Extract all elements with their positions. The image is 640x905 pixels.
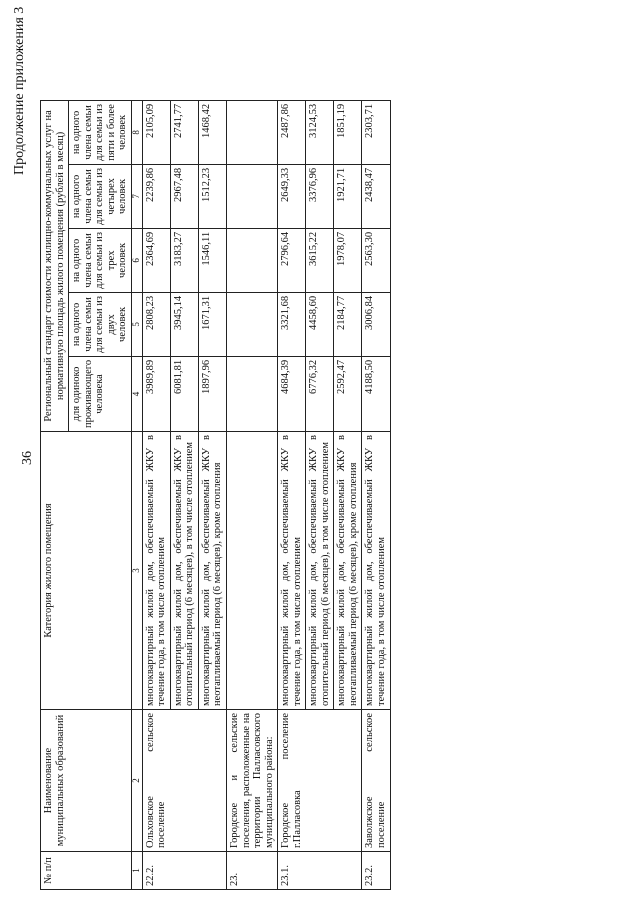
- standard-value: 2796,64: [278, 228, 306, 292]
- empty-cell: [227, 432, 278, 710]
- standard-value: 4684,39: [278, 356, 306, 431]
- col-number: 7: [131, 164, 142, 228]
- standard-value: 1671,31: [198, 292, 226, 356]
- standard-value: 2184,77: [334, 292, 362, 356]
- housing-category: многоквартирный жилой дом, обеспечиваемый ЖКУ в течение года, в том числе отоплением: [142, 432, 170, 710]
- header-sub: на одного члена семьи для семьи из четырех человек: [69, 164, 132, 228]
- standard-value: 2487,86: [278, 100, 306, 164]
- standard-value: 1897,96: [198, 356, 226, 431]
- row-number: 23.2.: [362, 852, 390, 890]
- table-row: [227, 100, 278, 889]
- standard-value: 1921,71: [334, 164, 362, 228]
- row-number: 23.1.: [278, 852, 362, 890]
- header-sub: на одного члена семьи для семьи из двух человек: [69, 292, 132, 356]
- standard-value: 6776,32: [306, 356, 334, 431]
- col-number: 1: [131, 852, 142, 890]
- standard-value: 2967,48: [170, 164, 198, 228]
- standard-value: 1978,07: [334, 228, 362, 292]
- col-number: 5: [131, 292, 142, 356]
- table-body: [142, 100, 390, 889]
- standard-value: 6081,81: [170, 356, 198, 431]
- standard-value: 2239,86: [142, 164, 170, 228]
- standard-value: 3989,89: [142, 356, 170, 431]
- header-num: № п/п: [41, 852, 132, 890]
- standard-value: 1512,23: [198, 164, 226, 228]
- standard-value: 3615,22: [306, 228, 334, 292]
- standard-value: 4188,50: [362, 356, 390, 431]
- standard-value: 4458,60: [306, 292, 334, 356]
- header-name: Наименование муниципальных образований: [41, 710, 132, 852]
- municipality-name: Городское поселение г.Палласовка: [278, 710, 362, 852]
- empty-cell: [227, 356, 278, 431]
- standard-value: 2105,09: [142, 100, 170, 164]
- standard-value: 1468,42: [198, 100, 226, 164]
- standard-value: 2303,71: [362, 100, 390, 164]
- housing-category: многоквартирный жилой дом, обеспечиваемый ЖКУ в неотапливаемый период (6 месяцев), кроме отопления: [334, 432, 362, 710]
- header-sub: на одного члена семьи для семьи из пяти и более человек: [69, 100, 132, 164]
- table-row: [362, 100, 390, 889]
- standard-value: 3945,14: [170, 292, 198, 356]
- row-number: 23.: [227, 852, 278, 890]
- housing-category: многоквартирный жилой дом, обеспечиваемый ЖКУ в течение года, в том числе отоплением: [278, 432, 306, 710]
- standard-value: 3183,27: [170, 228, 198, 292]
- header-sub: на одного члена семьи для семьи из трех человек: [69, 228, 132, 292]
- standard-value: 1851,19: [334, 100, 362, 164]
- housing-category: многоквартирный жилой дом, обеспечиваемый ЖКУ в отопительный период (6 месяцев), в том числе отоплением: [170, 432, 198, 710]
- standard-value: 2563,30: [362, 228, 390, 292]
- col-number: 3: [131, 432, 142, 710]
- municipality-name: Заволжское сельское поселение: [362, 710, 390, 852]
- empty-cell: [227, 292, 278, 356]
- standard-value: 2438,47: [362, 164, 390, 228]
- standard-value: 2592,47: [334, 356, 362, 431]
- empty-cell: [227, 164, 278, 228]
- row-number: 22.2.: [142, 852, 226, 890]
- continuation-title: Продолжение приложения 3: [12, 6, 27, 175]
- table-row: [142, 100, 170, 889]
- municipality-name: Ольховское сельское поселение: [142, 710, 226, 852]
- col-number: 2: [131, 710, 142, 852]
- standard-value: 3376,96: [306, 164, 334, 228]
- col-number: 8: [131, 100, 142, 164]
- standard-value: 3321,68: [278, 292, 306, 356]
- standard-value: 2808,23: [142, 292, 170, 356]
- standard-value: 2649,33: [278, 164, 306, 228]
- housing-category: многоквартирный жилой дом, обеспечиваемый ЖКУ в течение года, в том числе отоплением: [362, 432, 390, 710]
- header-standard: Региональный стандарт стоимости жилищно-коммунальных услуг на нормативную площадь жилого помещения (рублей в месяц): [41, 100, 69, 431]
- col-number: 6: [131, 228, 142, 292]
- standard-value: 3124,53: [306, 100, 334, 164]
- empty-cell: [227, 100, 278, 164]
- standard-value: 2741,77: [170, 100, 198, 164]
- housing-category: многоквартирный жилой дом, обеспечиваемый ЖКУ в отопительный период (6 месяцев), в том числе отоплением: [306, 432, 334, 710]
- header-sub: для одиноко проживающего человека: [69, 356, 132, 431]
- standard-value: 3006,84: [362, 292, 390, 356]
- municipality-name: Городское и сельские поселения, расположенные на территории Палласовского муниципального района:: [227, 710, 278, 852]
- standard-value: 1546,11: [198, 228, 226, 292]
- housing-category: многоквартирный жилой дом, обеспечиваемый ЖКУ в неотапливаемый период (6 месяцев), кроме отопления: [198, 432, 226, 710]
- table-row: [278, 100, 306, 889]
- empty-cell: [227, 228, 278, 292]
- header-category: Категория жилого помещения: [41, 432, 132, 710]
- page-number: 36: [20, 451, 35, 465]
- col-number: 4: [131, 356, 142, 431]
- standard-value: 2364,69: [142, 228, 170, 292]
- standards-table: [40, 100, 391, 890]
